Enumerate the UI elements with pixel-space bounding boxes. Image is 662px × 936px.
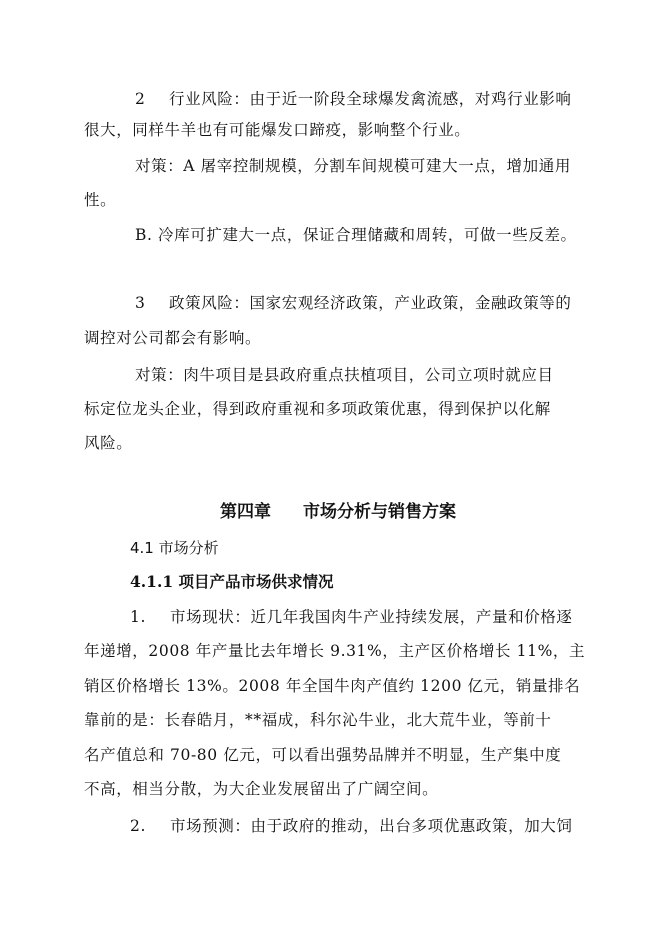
policy-risk-line-1 <box>135 292 572 314</box>
market-status-line-4: 靠前的是：长春皓月，**福成，科尔沁牛业，北大荒牛业，等前十 <box>84 711 552 729</box>
market-status-number: 1. <box>130 608 146 626</box>
market-status-line-2: 年递增，2008 年产量比去年增长 9.31%，主产区价格增长 11%，主 <box>84 642 586 660</box>
policy-measure-line-3: 风险。 <box>84 434 133 452</box>
industry-measure-a-line-2: 性。 <box>84 191 117 209</box>
market-forecast-text-1: 市场预测：由于政府的推动，出台多项优惠政策，加大饲 <box>170 817 573 835</box>
market-status-line-5: 名产值总和 70-80 亿元，可以看出强势品牌并不明显，生产集中度 <box>84 746 562 764</box>
industry-risk-line-1 <box>135 88 572 110</box>
policy-measure-line-2: 标定位龙头企业，得到政府重视和多项政策优惠，得到保护以化解 <box>84 400 551 418</box>
chapter-number: 第四章 <box>220 502 271 522</box>
market-status-line-3: 销区价格增长 13%。2008 年全国牛肉产值约 1200 亿元，销量排名 <box>84 677 581 695</box>
policy-risk-line-2: 调控对公司都会有影响。 <box>84 329 262 347</box>
policy-measure-line-1: 对策：肉牛项目是县政府重点扶植项目，公司立项时就应目 <box>135 366 554 384</box>
market-status-line-1 <box>130 606 573 628</box>
section-heading: 4.1 市场分析 <box>130 539 219 557</box>
market-status-text-1: 市场现状：近几年我国肉牛产业持续发展，产量和价格逐 <box>170 608 573 626</box>
industry-measure-a-line-1: 对策：A 屠宰控制规模，分割车间规模可建大一点，增加通用 <box>135 157 571 175</box>
chapter-heading <box>220 500 456 524</box>
industry-risk-text-1: 行业风险：由于近一阶段全球爆发禽流感，对鸡行业影响 <box>169 90 572 108</box>
market-status-line-6: 不高，相当分散，为大企业发展留出了广阔空间。 <box>84 780 439 798</box>
policy-risk-text-1: 政策风险：国家宏观经济政策，产业政策，金融政策等的 <box>169 294 572 312</box>
industry-risk-line-2: 很大，同样牛羊也有可能爆发口蹄疫，影响整个行业。 <box>84 121 471 139</box>
industry-measure-b: B. 冷库可扩建大一点，保证合理储藏和周转，可做一些反差。 <box>135 226 577 244</box>
chapter-title: 市场分析与销售方案 <box>303 502 456 522</box>
market-forecast-number: 2. <box>130 817 146 835</box>
market-forecast-line-1 <box>130 815 573 837</box>
industry-risk-number: 2 <box>135 90 146 108</box>
subsection-heading: 4.1.1 项目产品市场供求情况 <box>130 572 334 591</box>
policy-risk-number: 3 <box>135 294 146 312</box>
